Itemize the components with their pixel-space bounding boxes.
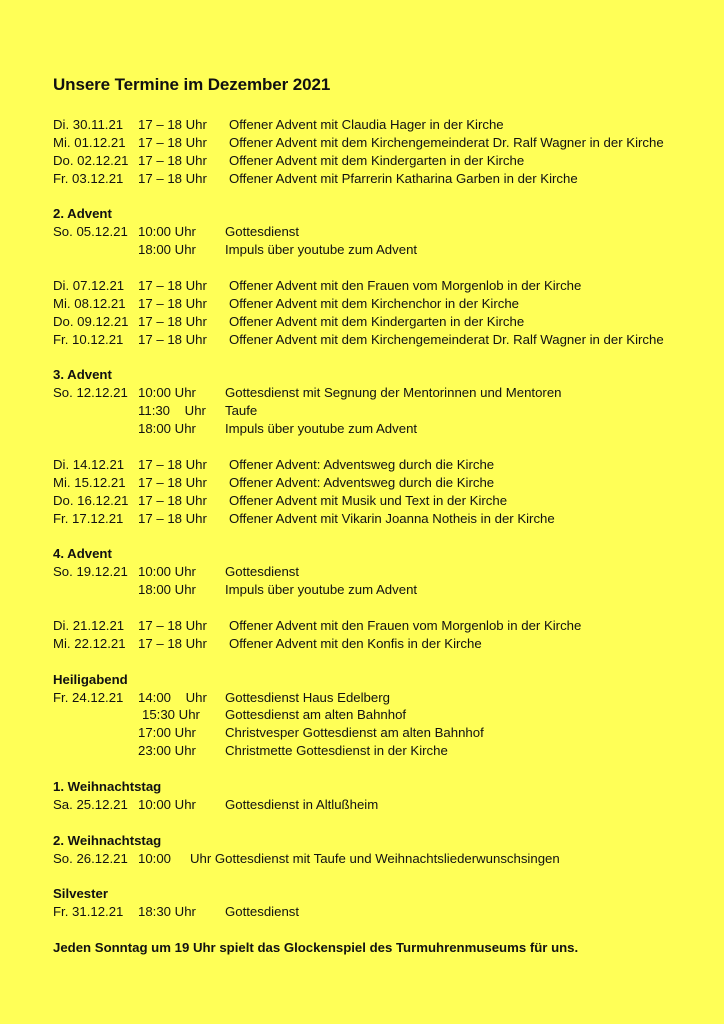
section-advent-3 <box>53 366 713 527</box>
row-date: Di. 07.12.21 <box>53 278 125 294</box>
row-event: Gottesdienst <box>225 224 300 240</box>
row-event: Offener Advent: Adventsweg durch die Kirche <box>229 456 495 472</box>
schedule-row <box>53 116 713 134</box>
row-event: Offener Advent: Adventsweg durch die Kirche <box>229 474 495 490</box>
row-date: Fr. 31.12.21 <box>53 904 124 920</box>
schedule-row <box>53 277 713 295</box>
row-date: Mi. 22.12.21 <box>53 635 126 651</box>
spacer <box>53 527 713 545</box>
schedule-row <box>53 384 713 402</box>
row-date: Fr. 03.12.21 <box>53 170 124 186</box>
row-time: 18:00 Uhr <box>138 421 196 437</box>
row-date: Do. 16.12.21 <box>53 492 129 508</box>
row-time: 10:00 Uhr <box>138 796 196 812</box>
schedule-row <box>53 689 713 707</box>
row-event: Offener Advent mit dem Kirchenchor in der Kirche <box>229 295 520 311</box>
section-silvester <box>53 885 713 921</box>
schedule-row <box>53 295 713 313</box>
schedule-row <box>53 796 713 814</box>
spacer <box>53 188 713 206</box>
row-date: Mi. 01.12.21 <box>53 134 126 150</box>
row-event: Gottesdienst <box>225 904 300 920</box>
row-date: Do. 02.12.21 <box>53 152 129 168</box>
row-time: 18:30 Uhr <box>138 904 196 920</box>
schedule-row <box>53 241 713 259</box>
schedule-row <box>53 331 713 349</box>
spacer <box>53 653 713 671</box>
row-time: 10:00 <box>138 850 172 866</box>
spacer <box>53 867 713 885</box>
row-date: Mi. 08.12.21 <box>53 295 126 311</box>
row-event: Gottesdienst Haus Edelberg <box>225 689 390 705</box>
schedule-document <box>53 74 713 957</box>
row-date: Di. 14.12.21 <box>53 456 125 472</box>
row-event: Impuls über youtube zum Advent <box>225 421 418 437</box>
row-event: Gottesdienst am alten Bahnhof <box>225 707 407 723</box>
row-event: Christvesper Gottesdienst am alten Bahnhof <box>225 725 484 741</box>
section-heading: 2. Weihnachtstag <box>53 832 162 848</box>
schedule-row <box>53 903 713 921</box>
spacer <box>53 349 713 367</box>
row-time: 15:30 Uhr <box>142 707 200 723</box>
row-event: Offener Advent mit Musik und Text in der Kirche <box>229 492 508 508</box>
spacer <box>53 438 713 456</box>
row-time: 17 – 18 Uhr <box>138 617 207 633</box>
row-time: 17 – 18 Uhr <box>138 456 207 472</box>
spacer <box>53 259 713 277</box>
schedule-row <box>53 420 713 438</box>
section-advent-4 <box>53 545 713 652</box>
spacer <box>53 814 713 832</box>
row-event: Offener Advent mit dem Kindergarten in der Kirche <box>229 313 525 329</box>
schedule-row <box>53 635 713 653</box>
row-time: 10:00 Uhr <box>138 224 196 240</box>
row-event: Uhr Gottesdienst mit Taufe und Weihnachtsliederwunschsingen <box>190 850 560 866</box>
row-event: Offener Advent mit dem Kindergarten in der Kirche <box>229 152 525 168</box>
row-event: Offener Advent mit den Konfis in der Kirche <box>229 635 482 651</box>
schedule-row <box>53 742 713 760</box>
row-time: 17 – 18 Uhr <box>138 510 207 526</box>
section-advent-2 <box>53 205 713 348</box>
row-event: Gottesdienst mit Segnung der Mentorinnen und Mentoren <box>225 385 562 401</box>
row-event: Offener Advent mit Claudia Hager in der Kirche <box>229 117 504 132</box>
row-time: 10:00 Uhr <box>138 564 196 580</box>
row-time: 23:00 Uhr <box>138 743 196 759</box>
row-event: Offener Advent mit dem Kirchengemeinderat Dr. Ralf Wagner in der Kirche <box>229 331 664 347</box>
spacer <box>53 921 713 939</box>
row-event: Taufe <box>225 403 258 419</box>
section-heading: Heiligabend <box>53 671 128 687</box>
schedule-row <box>53 850 713 868</box>
schedule-row <box>53 313 713 331</box>
row-date: Fr. 24.12.21 <box>53 689 124 705</box>
row-event: Offener Advent mit den Frauen vom Morgenlob in der Kirche <box>229 278 582 294</box>
schedule-row <box>53 402 713 420</box>
section-heading: Silvester <box>53 886 108 902</box>
row-time: 14:00 Uhr <box>138 689 207 705</box>
row-time: 17 – 18 Uhr <box>138 474 207 490</box>
row-event: Impuls über youtube zum Advent <box>225 242 418 258</box>
schedule-row <box>53 724 713 742</box>
row-date: Fr. 10.12.21 <box>53 331 124 347</box>
section-intro <box>53 116 713 188</box>
footer-note: Jeden Sonntag um 19 Uhr spielt das Glockenspiel des Turmuhrenmuseums für uns. <box>53 939 579 955</box>
row-time: 17 – 18 Uhr <box>138 134 207 150</box>
row-date: So. 26.12.21 <box>53 850 128 866</box>
row-event: Offener Advent mit Pfarrerin Katharina Garben in der Kirche <box>229 170 578 186</box>
schedule-row <box>53 152 713 170</box>
row-event: Offener Advent mit den Frauen vom Morgenlob in der Kirche <box>229 617 582 633</box>
row-date: So. 12.12.21 <box>53 385 128 401</box>
row-time: 17 – 18 Uhr <box>138 170 207 186</box>
section-heiligabend <box>53 671 713 760</box>
schedule-row <box>53 223 713 241</box>
section-weihnachtstag-2 <box>53 832 713 868</box>
schedule-row <box>53 134 713 152</box>
row-time: 17 – 18 Uhr <box>138 635 207 651</box>
row-date: So. 19.12.21 <box>53 564 128 580</box>
row-time: 17 – 18 Uhr <box>138 295 207 311</box>
row-date: Do. 09.12.21 <box>53 313 129 329</box>
row-event: Gottesdienst in Altlußheim <box>225 796 379 812</box>
schedule-row <box>53 706 713 724</box>
row-date: Sa. 25.12.21 <box>53 796 128 812</box>
row-date: So. 05.12.21 <box>53 224 128 240</box>
row-event: Christmette Gottesdienst in der Kirche <box>225 743 448 759</box>
schedule-row <box>53 474 713 492</box>
schedule-row <box>53 492 713 510</box>
row-time: 17:00 Uhr <box>138 725 196 741</box>
row-time: 18:00 Uhr <box>138 582 196 598</box>
row-event: Offener Advent mit dem Kirchengemeinderat Dr. Ralf Wagner in der Kirche <box>229 134 664 150</box>
row-time: 17 – 18 Uhr <box>138 152 207 168</box>
section-heading: 2. Advent <box>53 206 112 222</box>
row-time: 18:00 Uhr <box>138 242 196 258</box>
row-event: Gottesdienst <box>225 564 300 580</box>
section-heading: 3. Advent <box>53 367 112 383</box>
row-date: Mi. 15.12.21 <box>53 474 126 490</box>
row-event: Offener Advent mit Vikarin Joanna Notheis in der Kirche <box>229 510 555 526</box>
row-date: Di. 30.11.21 <box>53 117 124 132</box>
schedule-row <box>53 563 713 581</box>
row-time: 17 – 18 Uhr <box>138 278 207 294</box>
schedule-row <box>53 170 713 188</box>
schedule-row <box>53 510 713 528</box>
row-date: Fr. 17.12.21 <box>53 510 124 526</box>
row-time: 10:00 Uhr <box>138 385 196 401</box>
row-event: Impuls über youtube zum Advent <box>225 582 418 598</box>
row-time: 17 – 18 Uhr <box>138 313 207 329</box>
row-date: Di. 21.12.21 <box>53 617 125 633</box>
row-time: 17 – 18 Uhr <box>138 331 207 347</box>
schedule-row <box>53 456 713 474</box>
row-time: 17 – 18 Uhr <box>138 492 207 508</box>
schedule-row <box>53 617 713 635</box>
spacer <box>53 599 713 617</box>
row-time: 17 – 18 Uhr <box>138 117 207 132</box>
section-heading: 1. Weihnachtstag <box>53 778 162 794</box>
section-heading: 4. Advent <box>53 546 112 562</box>
schedule-row <box>53 581 713 599</box>
spacer <box>53 760 713 778</box>
row-time: 11:30 Uhr <box>138 403 206 419</box>
page-title: Unsere Termine im Dezember 2021 <box>53 75 331 94</box>
section-weihnachtstag-1 <box>53 778 713 814</box>
